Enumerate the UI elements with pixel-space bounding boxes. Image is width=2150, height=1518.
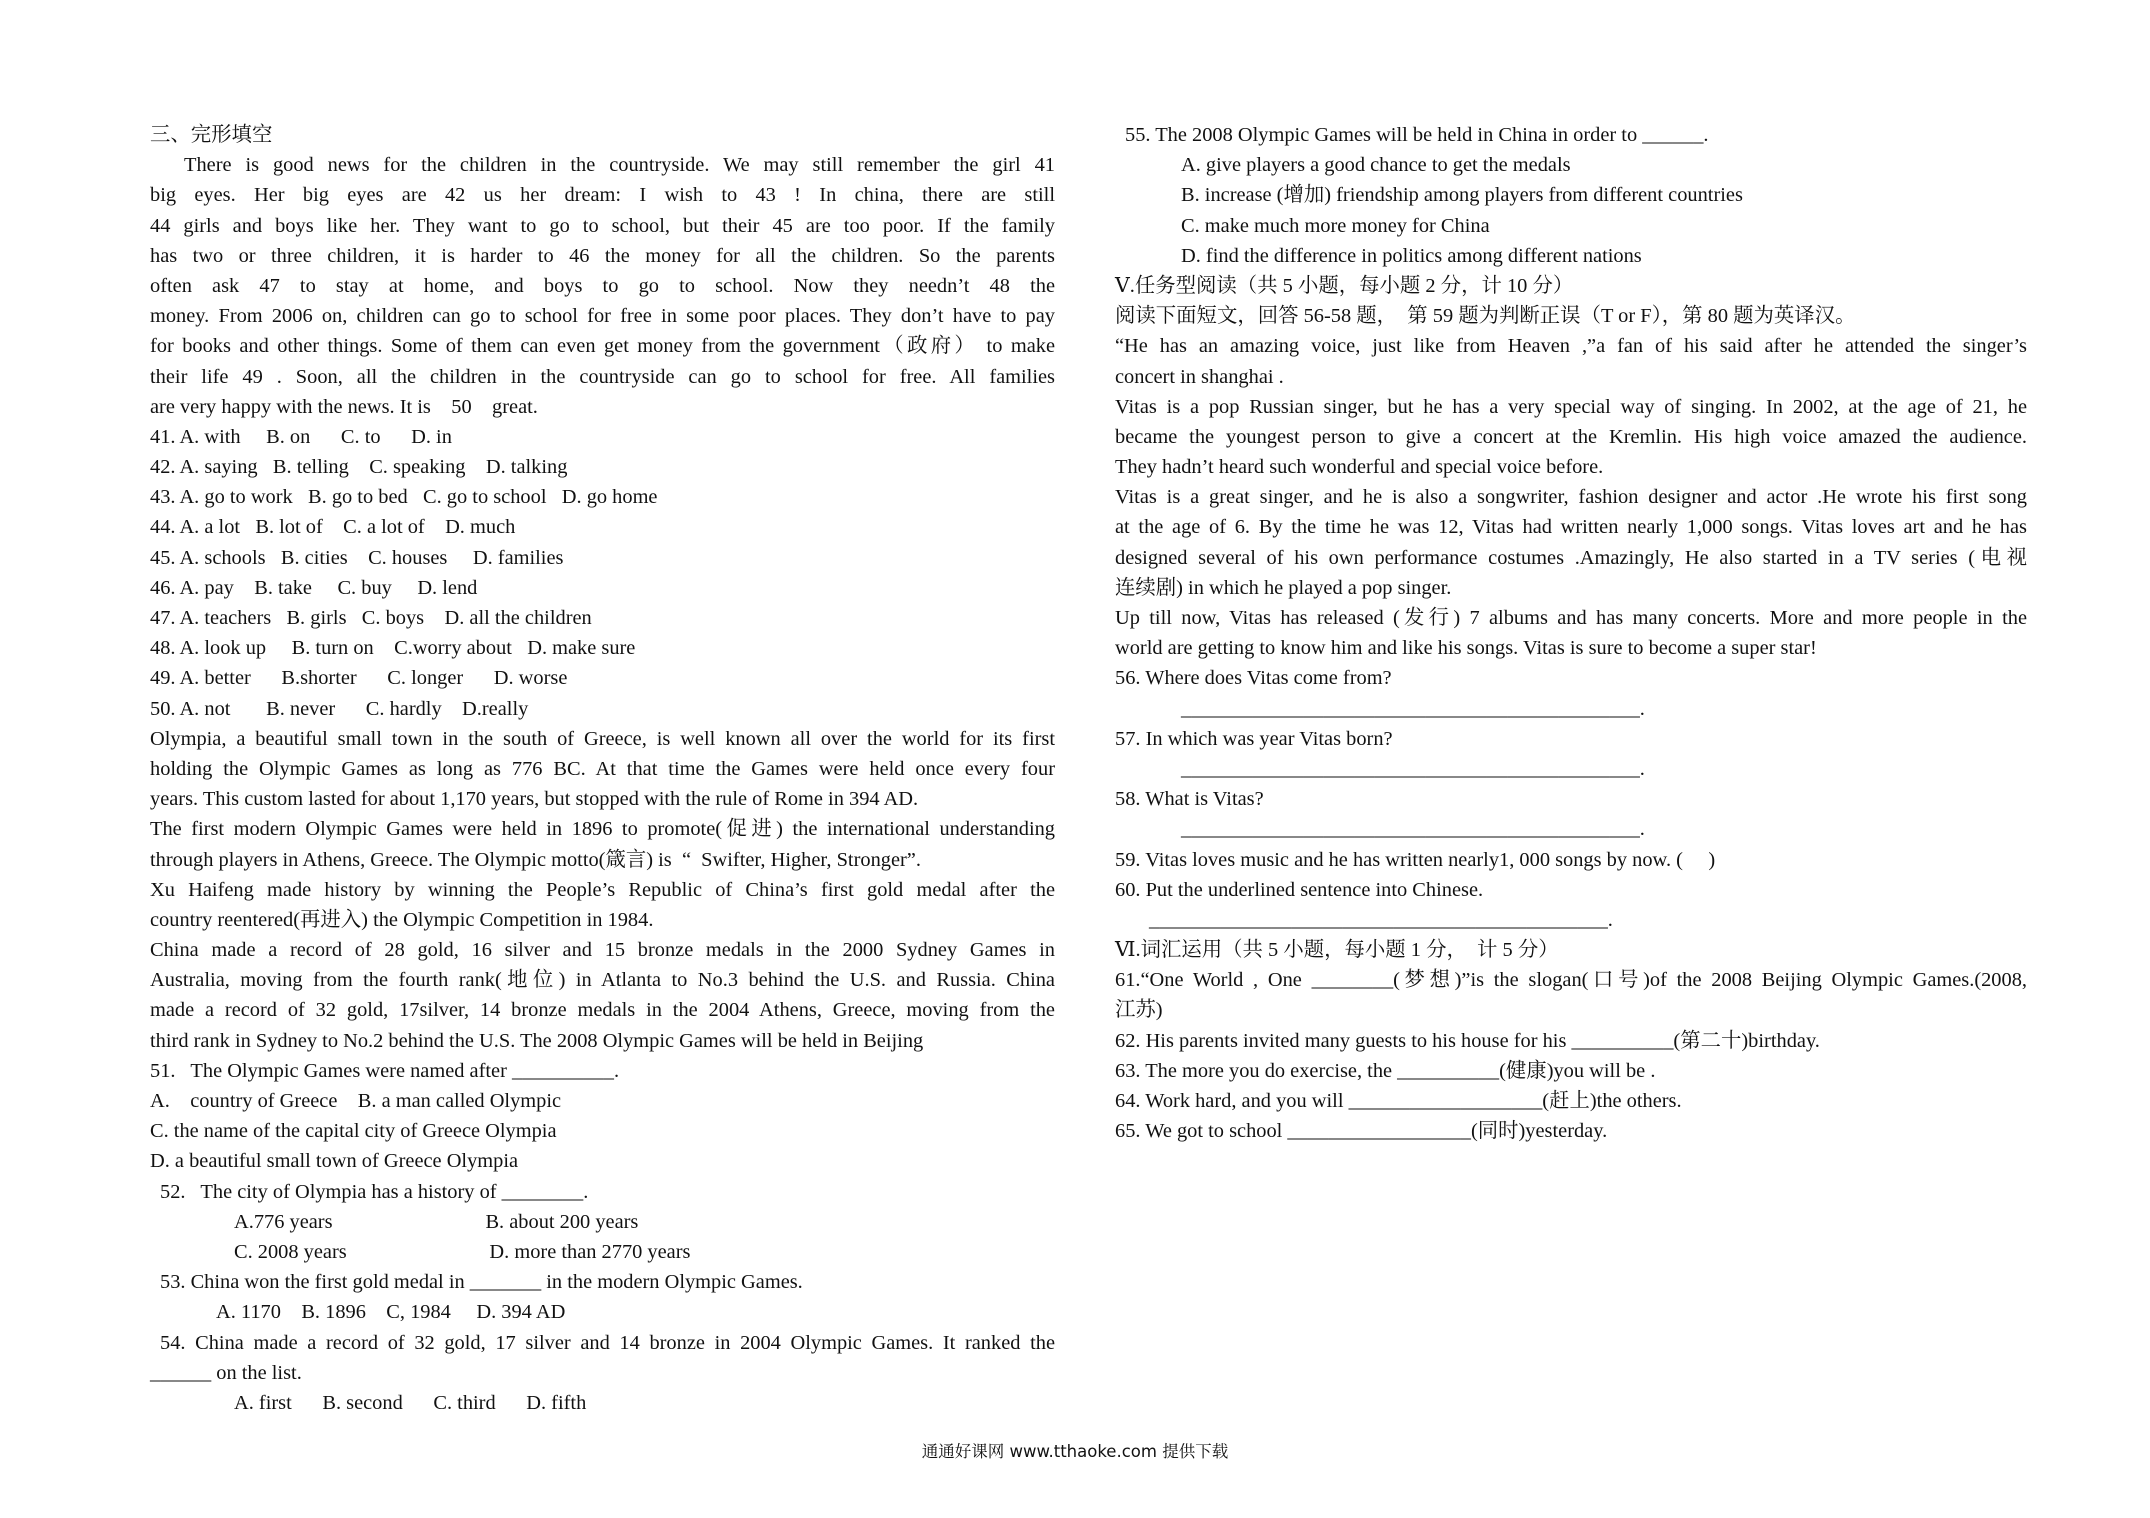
text-line: 53. China won the first gold medal in _______ in the modern Olympic Games. [160, 1271, 803, 1294]
text-line: D. a beautiful small town of Greece Olympia [150, 1150, 519, 1173]
text-line: often ask 47 to stay at home, and boys to go to school. Now they needn’t 48 the [150, 274, 1055, 297]
text-line: 44 girls and boys like her. They want to go to school, but their 45 are too poor. If the family [150, 214, 1055, 237]
text-line: Xu Haifeng made history by winning the People’s Republic of China’s first gold medal after the [150, 878, 1055, 901]
text-line: The first modern Olympic Games were held in 1896 to promote(促进) the international understanding [150, 818, 1055, 841]
text-line: holding the Olympic Games as long as 776 BC. At that time the Games were held once every four [150, 757, 1055, 780]
text-line: has two or three children, it is harder to 46 the money for all the children. So the parents [150, 244, 1055, 267]
text-line: Vitas is a pop Russian singer, but he has a very special way of singing. In 2002, at the age of 21, he [1115, 395, 2027, 418]
text-line: country reentered(再进入) the Olympic Competition in 1984. [150, 908, 654, 931]
text-line: _____________________________________________. [1181, 697, 1645, 720]
text-line: ______ on the list. [150, 1361, 302, 1384]
text-line: Ⅴ.任务型阅读（共 5 小题，每小题 2 分，计 10 分） [1115, 274, 1574, 297]
text-line: 连续剧) in which he played a pop singer. [1115, 576, 1452, 599]
text-line: A. first B. second C. third D. fifth [234, 1391, 587, 1414]
text-line: world are getting to know him and like his songs. Vitas is sure to become a super star! [1115, 637, 1817, 660]
text-line: 62. His parents invited many guests to his house for his __________(第二十)birthday. [1115, 1029, 1820, 1052]
text-line: 54. China made a record of 32 gold, 17 silver and 14 bronze in 2004 Olympic Games. It ranked the [160, 1331, 1055, 1354]
text-line: “He has an amazing voice, just like from Heaven ,”a fan of his said after he attended the singer’s [1115, 335, 2027, 358]
text-line: 41. A. with B. on C. to D. in [150, 425, 452, 448]
text-line: third rank in Sydney to No.2 behind the U.S. The 2008 Olympic Games will be held in Beijing [150, 1029, 924, 1052]
text-line: 65. We got to school __________________(同时)yesterday. [1115, 1120, 1608, 1143]
right-column [1115, 120, 2027, 1146]
text-line: _____________________________________________. [1181, 757, 1645, 780]
text-line: Olympia, a beautiful small town in the south of Greece, is well known all over the world for its first [150, 727, 1055, 750]
text-line: 61.“One World , One ________(梦想)”is the slogan(口号)of the 2008 Beijing Olympic Games.(2008, [1115, 969, 2027, 992]
text-line: designed several of his own performance costumes .Amazingly, He also started in a TV series (电视 [1115, 546, 2027, 569]
text-line: 57. In which was year Vitas born? [1115, 727, 1393, 750]
text-line: for books and other things. Some of them can even get money from the government（政府） to make [150, 335, 1055, 358]
text-line: There is good news for the children in the countryside. We may still remember the girl 41 [184, 154, 1055, 177]
section-heading: 三、完形填空 [150, 124, 273, 146]
text-line: 60. Put the underlined sentence into Chinese. [1115, 878, 1484, 901]
text-line: A. country of Greece B. a man called Olympic [150, 1090, 562, 1112]
text-line: Ⅵ.词汇运用（共 5 小题，每小题 1 分， 计 5 分） [1115, 939, 1559, 962]
text-line: are very happy with the news. It is 50 great. [150, 395, 538, 418]
text-line: big eyes. Her big eyes are 42 us her dream: I wish to 43 ! In china, there are still [150, 184, 1055, 207]
text-line: 52. The city of Olympia has a history of ________. [160, 1180, 589, 1203]
text-line: 45. A. schools B. cities C. houses D. families [150, 546, 564, 569]
text-line: 50. A. not B. never C. hardly D.really [150, 697, 529, 720]
text-line: C. the name of the capital city of Greece Olympia [150, 1120, 557, 1143]
text-line: 43. A. go to work B. go to bed C. go to school D. go home [150, 486, 658, 509]
text-line: A. give players a good chance to get the medals [1181, 154, 1571, 177]
text-line: 59. Vitas loves music and he has written nearly1, 000 songs by now. ( ) [1115, 848, 1716, 871]
text-line: _____________________________________________. [1149, 908, 1613, 931]
text-line: their life 49 . Soon, all the children in the countryside can go to school for free. All families [150, 365, 1055, 388]
text-line: _____________________________________________. [1181, 818, 1645, 841]
text-line: concert in shanghai . [1115, 365, 1284, 388]
text-line: 64. Work hard, and you will ___________________(赶上)the others. [1115, 1090, 1682, 1112]
text-line: 44. A. a lot B. lot of C. a lot of D. much [150, 516, 516, 539]
text-line: 48. A. look up B. turn on C.worry about D. make sure [150, 637, 636, 660]
text-line: money. From 2006 on, children can go to school for free in some poor places. They don’t have to pay [150, 305, 1055, 328]
text-line: 58. What is Vitas? [1115, 788, 1264, 811]
left-column [150, 120, 1055, 1418]
text-line: Vitas is a great singer, and he is also a songwriter, fashion designer and actor .He wrote his first song [1115, 486, 2027, 509]
text-line: 49. A. better B.shorter C. longer D. worse [150, 667, 568, 690]
text-line: 51. The Olympic Games were named after __________. [150, 1059, 620, 1082]
page-footer: 通通好课网 www.tthaoke.com 提供下载 [921, 1442, 1229, 1461]
text-line: at the age of 6. By the time he was 12, Vitas had written nearly 1,000 songs. Vitas loves art and he has [1115, 516, 2027, 539]
text-line: 46. A. pay B. take C. buy D. lend [150, 576, 478, 599]
text-line: through players in Athens, Greece. The Olympic motto(箴言) is “ Swifter, Higher, Stronger”. [150, 848, 921, 871]
text-line: became the youngest person to give a concert at the Kremlin. His high voice amazed the audience. [1115, 425, 2027, 448]
text-line: Up till now, Vitas has released (发行) 7 albums and has many concerts. More and more people in the [1115, 607, 2027, 629]
text-line: 42. A. saying B. telling C. speaking D. talking [150, 456, 568, 479]
text-line: D. find the difference in politics among different nations [1181, 244, 1642, 267]
text-line: They hadn’t heard such wonderful and special voice before. [1115, 456, 1604, 479]
text-line: 63. The more you do exercise, the __________(健康)you will be . [1115, 1059, 1656, 1082]
text-line: China made a record of 28 gold, 16 silver and 15 bronze medals in the 2000 Sydney Games in [150, 939, 1055, 962]
text-line: Australia, moving from the fourth rank(地位) in Atlanta to No.3 behind the U.S. and Russia. China [150, 969, 1055, 992]
text-line: 阅读下面短文，回答 56-58 题， 第 59 题为判断正误（T or F），第 80 题为英译汉。 [1115, 305, 1856, 328]
text-line: 56. Where does Vitas come from? [1115, 667, 1392, 690]
text-line: C. 2008 years D. more than 2770 years [234, 1240, 691, 1263]
text-line: made a record of 32 gold, 17silver, 14 bronze medals in the 2004 Athens, Greece, moving from the [150, 999, 1055, 1022]
text-line: 55. The 2008 Olympic Games will be held in China in order to ______. [1125, 124, 1709, 146]
text-line: 江苏) [1115, 999, 1163, 1022]
text-line: B. increase (增加) friendship among players from different countries [1181, 184, 1743, 207]
text-line: A.776 years B. about 200 years [234, 1210, 639, 1233]
text-line: years. This custom lasted for about 1,170 years, but stopped with the rule of Rome in 394 AD. [150, 788, 919, 811]
text-line: C. make much more money for China [1181, 214, 1490, 237]
text-line: 47. A. teachers B. girls C. boys D. all the children [150, 607, 592, 629]
text-line: A. 1170 B. 1896 C, 1984 D. 394 AD [216, 1301, 566, 1324]
